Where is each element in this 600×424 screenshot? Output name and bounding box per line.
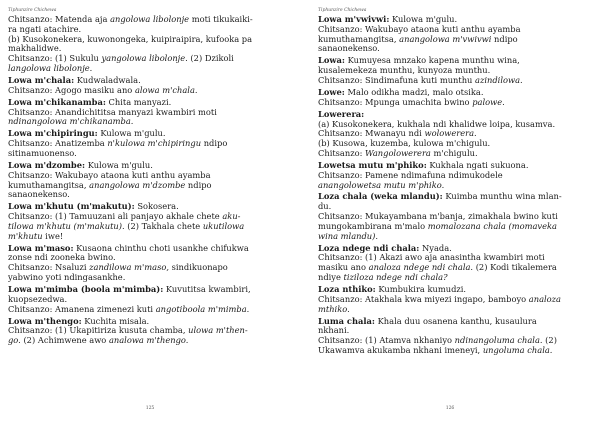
text-segment: Chitsanzo: (1) Ukapitiriza kusuta chamba, xyxy=(8,325,189,336)
example-phrase: anangolowa m'dzombe xyxy=(89,179,186,190)
text-segment: sanaonekenso. xyxy=(318,43,380,54)
text-segment: Chitsanzo: Wakubayo ataona kuti anthu ayamba xyxy=(318,23,521,34)
text-segment: Kumuyesa mnzako kapena munthu wina, xyxy=(344,55,520,66)
text-segment: iwe! xyxy=(42,230,64,241)
text-segment: Chitsanzo: (1) Tamuuzani ali panjayo akhale chete xyxy=(8,211,223,222)
text-segment: Malo odikha madzi, malo otsika. xyxy=(344,86,484,97)
text-segment: Ukawamva akukamba nkhani imeneyi, xyxy=(318,345,483,355)
text-segment: (2) xyxy=(542,335,557,346)
example-phrase: wolowerera. xyxy=(424,128,477,139)
example-phrase: analoza xyxy=(528,293,561,304)
text-segment: Chitsanzo: xyxy=(318,147,366,158)
entry-headword: Lowa m'maso: xyxy=(8,242,74,253)
text-segment: Chitsanzo: Agogo masiku ano xyxy=(8,84,135,95)
example-phrase: momalozana chala (momaveka xyxy=(427,220,557,231)
example-phrase: zandilowa m'maso, xyxy=(89,262,169,273)
entry-headword: Loza ndege ndi chala: xyxy=(318,242,420,253)
right-page-body xyxy=(318,15,592,356)
text-segment: sitinamuonenso. xyxy=(8,147,77,158)
text-line xyxy=(318,317,592,327)
text-segment: Chitsanzo: (1) Atamva nkhaniyo xyxy=(318,335,455,346)
text-segment: Chitsanzo: Nsaluzi xyxy=(8,262,90,273)
example-phrase: wina mlandu). xyxy=(318,230,379,241)
example-phrase: angotiboola m'mimba. xyxy=(155,303,250,314)
text-segment: ndipo xyxy=(201,138,228,149)
text-segment: Kukhala ngati sukuona. xyxy=(426,159,529,170)
text-segment: Chitsanzo: (1) Sukulu xyxy=(8,53,102,64)
text-segment: Chitsanzo: Mwanayu ndi xyxy=(318,128,425,139)
right-page xyxy=(300,0,600,424)
example-phrase: m'khutu xyxy=(8,230,43,241)
example-phrase: aku- xyxy=(222,211,241,222)
text-segment: nkhani. xyxy=(318,325,350,336)
text-segment: Chitsanzo: Mukayambana m'banja, zimakhala bwino kuti xyxy=(318,211,558,222)
entry-headword: Lowa m'thengo: xyxy=(8,315,82,326)
text-segment: kumuthamangitsa, xyxy=(8,179,90,190)
text-line xyxy=(318,295,592,305)
text-segment: Khala duu osanena kanthu, kusaulura xyxy=(374,315,537,326)
example-phrase: analoza ndege ndi chala. xyxy=(368,262,474,273)
example-phrase: tiziloza ndege ndi chala? xyxy=(343,272,448,283)
text-segment: ra ngati atachire. xyxy=(8,23,82,34)
text-segment: Chitsanzo: Pamene ndimafuna ndimukodele xyxy=(318,169,503,180)
text-segment: Kulowa m'gulu. xyxy=(85,159,153,170)
text-segment: yabwino yoti ndingasankhe. xyxy=(8,272,126,283)
example-phrase: azindilowa. xyxy=(475,74,523,85)
example-phrase: angolowa libolonje xyxy=(110,14,190,24)
text-segment: Chitsanzo: Anandichititsa manyazi kwambiri moti xyxy=(8,106,217,117)
text-segment: Chitsanzo: Atakhala kwa miyezi ingapo, bamboyo xyxy=(318,293,529,304)
right-running-head: Tiphunzire Chichewa xyxy=(318,8,367,13)
text-line xyxy=(318,44,592,54)
left-page-body xyxy=(8,15,292,346)
left-page-number: 125 xyxy=(145,406,155,411)
entry-headword: Luma chala: xyxy=(318,315,375,326)
example-phrase: anangolowetsa mutu m'phiko. xyxy=(318,179,445,190)
example-phrase: Wangolowerera xyxy=(365,147,431,158)
entry-headword: Loza nthiko: xyxy=(318,284,376,295)
text-segment: ndipo xyxy=(491,33,518,44)
example-phrase: yangolowa libolonje. xyxy=(101,53,188,64)
text-segment: Chita manyazi. xyxy=(105,96,172,107)
text-segment: Kulowa m'gulu. xyxy=(389,14,458,24)
text-segment: (2) Dzikoli xyxy=(187,53,234,64)
entry-headword: Lowa m'vwivwi: xyxy=(318,14,390,24)
example-phrase: ndinangolowa m'chikanamba. xyxy=(8,116,134,127)
text-line xyxy=(318,346,592,356)
text-segment: (2) Achimwene awo xyxy=(20,335,109,346)
text-line xyxy=(8,336,292,346)
example-phrase: langolowa libolonje. xyxy=(8,62,93,73)
example-phrase: palowe. xyxy=(472,96,505,107)
example-phrase: analowa m'thengo. xyxy=(108,335,189,346)
text-line xyxy=(8,86,292,96)
text-line xyxy=(318,232,592,242)
text-segment: makhalidwe. xyxy=(8,43,62,54)
text-segment: zonse ndi zooneka bwino. xyxy=(8,252,116,263)
text-line xyxy=(8,149,292,159)
text-segment: ndiye xyxy=(318,272,344,283)
example-phrase: mthiko. xyxy=(318,303,350,314)
text-segment: Chitsanzo: Amanena zimenezi kuti xyxy=(8,303,156,314)
example-phrase: anangolowa m'vwivwi xyxy=(399,33,492,44)
text-line xyxy=(8,190,292,200)
text-segment: Chitsanzo: Anatizemba xyxy=(8,138,108,149)
entry-headword: Lowa m'chala: xyxy=(8,74,75,85)
entry-headword: Lowa m'dzombe: xyxy=(8,159,86,170)
text-line xyxy=(318,98,592,108)
text-segment: kusalemekeza munthu, kunyoza munthu. xyxy=(318,65,491,76)
text-line xyxy=(318,192,592,202)
text-line xyxy=(8,273,292,283)
text-segment: (a) Kusokonekera, kukhala ndi khalidwe loipa, kusamva. xyxy=(318,118,556,129)
example-phrase: ndinangoluma chala. xyxy=(454,335,543,346)
text-line xyxy=(318,181,592,191)
text-segment: (2) Takhala chete xyxy=(124,220,203,231)
text-segment: (2) Kodi tikalemera xyxy=(473,262,557,273)
text-line xyxy=(318,273,592,283)
left-running-head: Tiphunzire Chichewa xyxy=(8,8,57,13)
text-segment: Kumbukira kumudzi. xyxy=(375,284,467,295)
text-segment: kuopsezedwa. xyxy=(8,293,68,304)
text-segment: Chitsanzo: Matenda aja xyxy=(8,14,111,24)
text-segment: sanaonekenso. xyxy=(8,189,70,200)
text-segment: du. xyxy=(318,201,332,212)
example-phrase: ungoluma chala. xyxy=(482,345,553,355)
text-line xyxy=(318,76,592,86)
text-segment: Kuimba munthu wina mlan- xyxy=(442,191,562,202)
entry-headword: Lowerera: xyxy=(318,108,365,119)
entry-headword: Lowa m'khutu (m'makutu): xyxy=(8,201,135,212)
entry-headword: Lowe: xyxy=(318,86,345,97)
text-segment: mungokambirana m'malo xyxy=(318,220,428,231)
text-segment: m'chigulu. xyxy=(430,147,478,158)
text-line xyxy=(8,305,292,315)
text-segment: Nyada. xyxy=(419,242,452,253)
text-segment: Chitsanzo: Wakubayo ataona kuti anthu ayamba xyxy=(8,169,211,180)
entry-headword: Lowetsa mutu m'phiko: xyxy=(318,159,427,170)
text-segment: kumuthamangitsa, xyxy=(318,33,400,44)
text-segment: Kuvutitsa kwambiri, xyxy=(163,284,251,295)
example-phrase: n'kulowa m'chipiringu xyxy=(107,138,202,149)
text-line xyxy=(318,305,592,315)
text-segment: Kusaona chinthu choti usankhe chifukwa xyxy=(73,242,249,253)
text-line xyxy=(318,149,592,159)
text-segment: Kuchita misala. xyxy=(81,315,150,326)
entry-headword: Lowa m'chipiringu: xyxy=(8,128,98,139)
text-segment: (b) Kusokonekera, kuwonongeka, kuipiraipira, kufooka pa xyxy=(8,33,253,44)
text-line xyxy=(8,64,292,74)
entry-headword: Lowa m'chikanamba: xyxy=(8,96,106,107)
text-segment: sindikuonapo xyxy=(168,262,228,273)
example-phrase: ulowa m'then- xyxy=(188,325,248,336)
entry-headword: Lowa: xyxy=(318,55,345,66)
example-phrase: alowa m'chala. xyxy=(134,84,198,95)
entry-headword: Lowa m'mimba (boola m'mimba): xyxy=(8,284,164,295)
text-segment: (b) Kusowa, kuzemba, kulowa m'chigulu. xyxy=(318,138,491,149)
text-segment: Kudwaladwala. xyxy=(74,74,141,85)
right-page-number: 126 xyxy=(445,406,455,411)
text-segment: Chitsanzo: Sindimafuna kuti munthu xyxy=(318,74,476,85)
text-line xyxy=(8,117,292,127)
text-segment: Kulowa m'gulu. xyxy=(97,128,166,139)
entry-headword: Loza chala (weka mlandu): xyxy=(318,191,443,202)
text-segment: Sokosera. xyxy=(134,201,179,212)
text-segment: moti tikukaiki- xyxy=(189,14,253,24)
text-segment: Chitsanzo: Mpunga umachita bwino xyxy=(318,96,473,107)
example-phrase: go. xyxy=(8,335,21,346)
text-segment: ndipo xyxy=(185,179,212,190)
example-phrase: tilowa m'khutu (m'makutu). xyxy=(8,220,125,231)
example-phrase: ukutilowa xyxy=(202,220,245,231)
text-line xyxy=(8,232,292,242)
text-segment: masiku ano xyxy=(318,262,369,273)
text-segment: Chitsanzo: (1) Akazi awo aja anasintha kwambiri moti xyxy=(318,252,545,263)
